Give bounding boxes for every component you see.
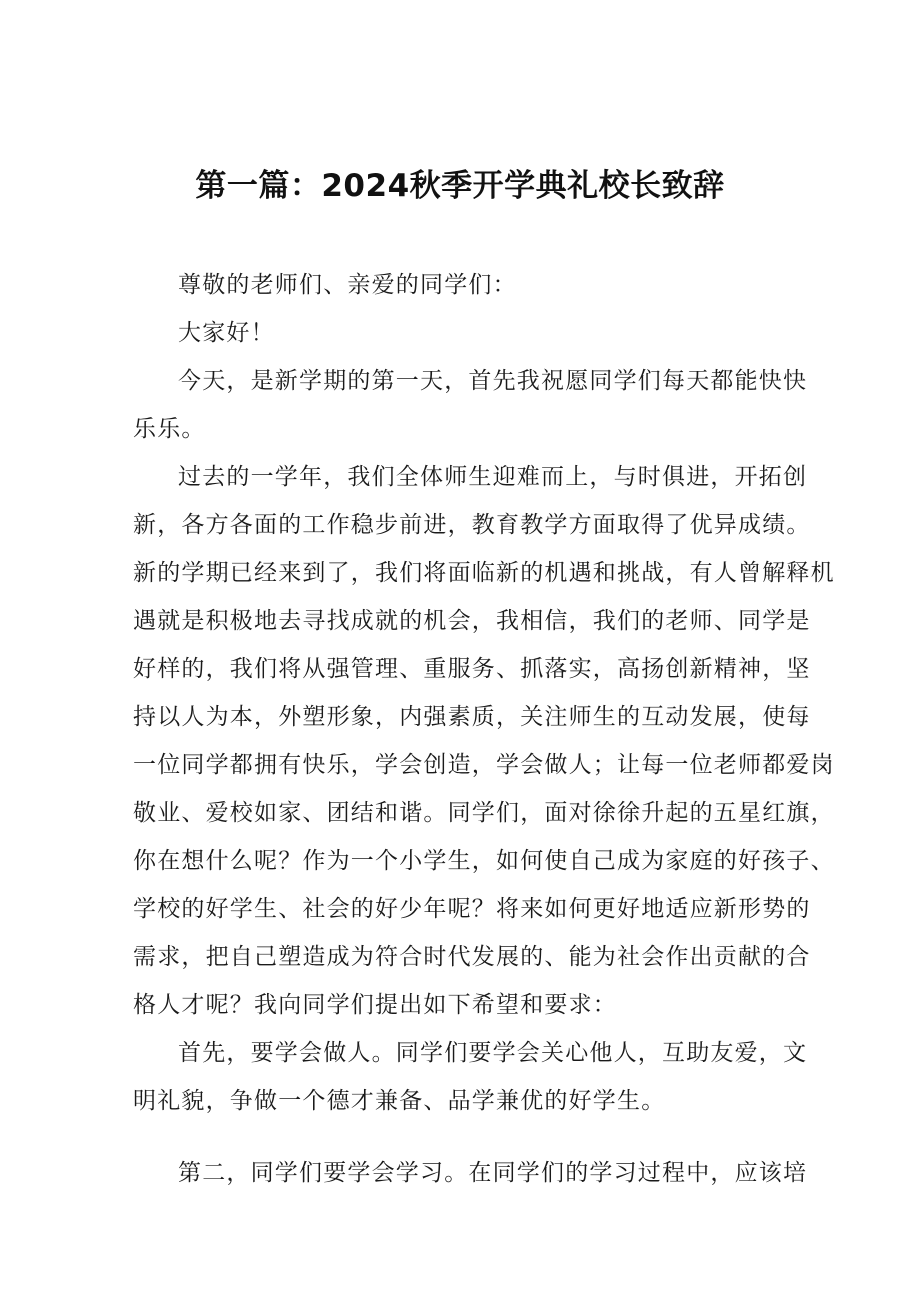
paragraph-line: 新，各方各面的工作稳步前进，教育教学方面取得了优异成绩。 — [133, 512, 811, 538]
document-title: 第一篇：2024秋季开学典礼校长致辞 — [195, 168, 725, 204]
paragraph-line: 遇就是积极地去寻找成就的机会，我相信，我们的老师、同学是 — [133, 608, 811, 634]
paragraph-line: 明礼貌，争做一个德才兼备、品学兼优的好学生。 — [133, 1088, 666, 1114]
paragraph-line: 需求，把自己塑造成为符合时代发展的、能为社会作出贡献的合 — [133, 944, 811, 970]
paragraph-line: 乐乐。 — [133, 416, 206, 442]
greeting-line: 大家好！ — [178, 320, 275, 346]
paragraph-line: 你在想什么呢？作为一个小学生，如何使自己成为家庭的好孩子、 — [133, 848, 835, 874]
paragraph-line: 敬业、爱校如家、团结和谐。同学们，面对徐徐升起的五星红旗， — [133, 800, 835, 826]
salutation-line: 尊敬的老师们、亲爱的同学们： — [178, 272, 517, 298]
paragraph-line: 好样的，我们将从强管理、重服务、抓落实，高扬创新精神，坚 — [133, 656, 811, 682]
paragraph-line: 第二，同学们要学会学习。在同学们的学习过程中，应该培 — [178, 1160, 808, 1186]
paragraph-line: 一位同学都拥有快乐，学会创造，学会做人；让每一位老师都爱岗 — [133, 752, 835, 778]
paragraph-line: 学校的好学生、社会的好少年呢？将来如何更好地适应新形势的 — [133, 896, 811, 922]
paragraph-line: 新的学期已经来到了，我们将面临新的机遇和挑战，有人曾解释机 — [133, 560, 835, 586]
paragraph-line: 格人才呢？我向同学们提出如下希望和要求： — [133, 992, 617, 1018]
paragraph-line: 首先，要学会做人。同学们要学会关心他人，互助友爱，文 — [178, 1040, 808, 1066]
paragraph-line: 过去的一学年，我们全体师生迎难而上，与时俱进，开拓创 — [178, 464, 808, 490]
paragraph-line: 持以人为本，外塑形象，内强素质，关注师生的互动发展，使每 — [133, 704, 811, 730]
paragraph-line: 今天，是新学期的第一天，首先我祝愿同学们每天都能快快 — [178, 368, 808, 394]
